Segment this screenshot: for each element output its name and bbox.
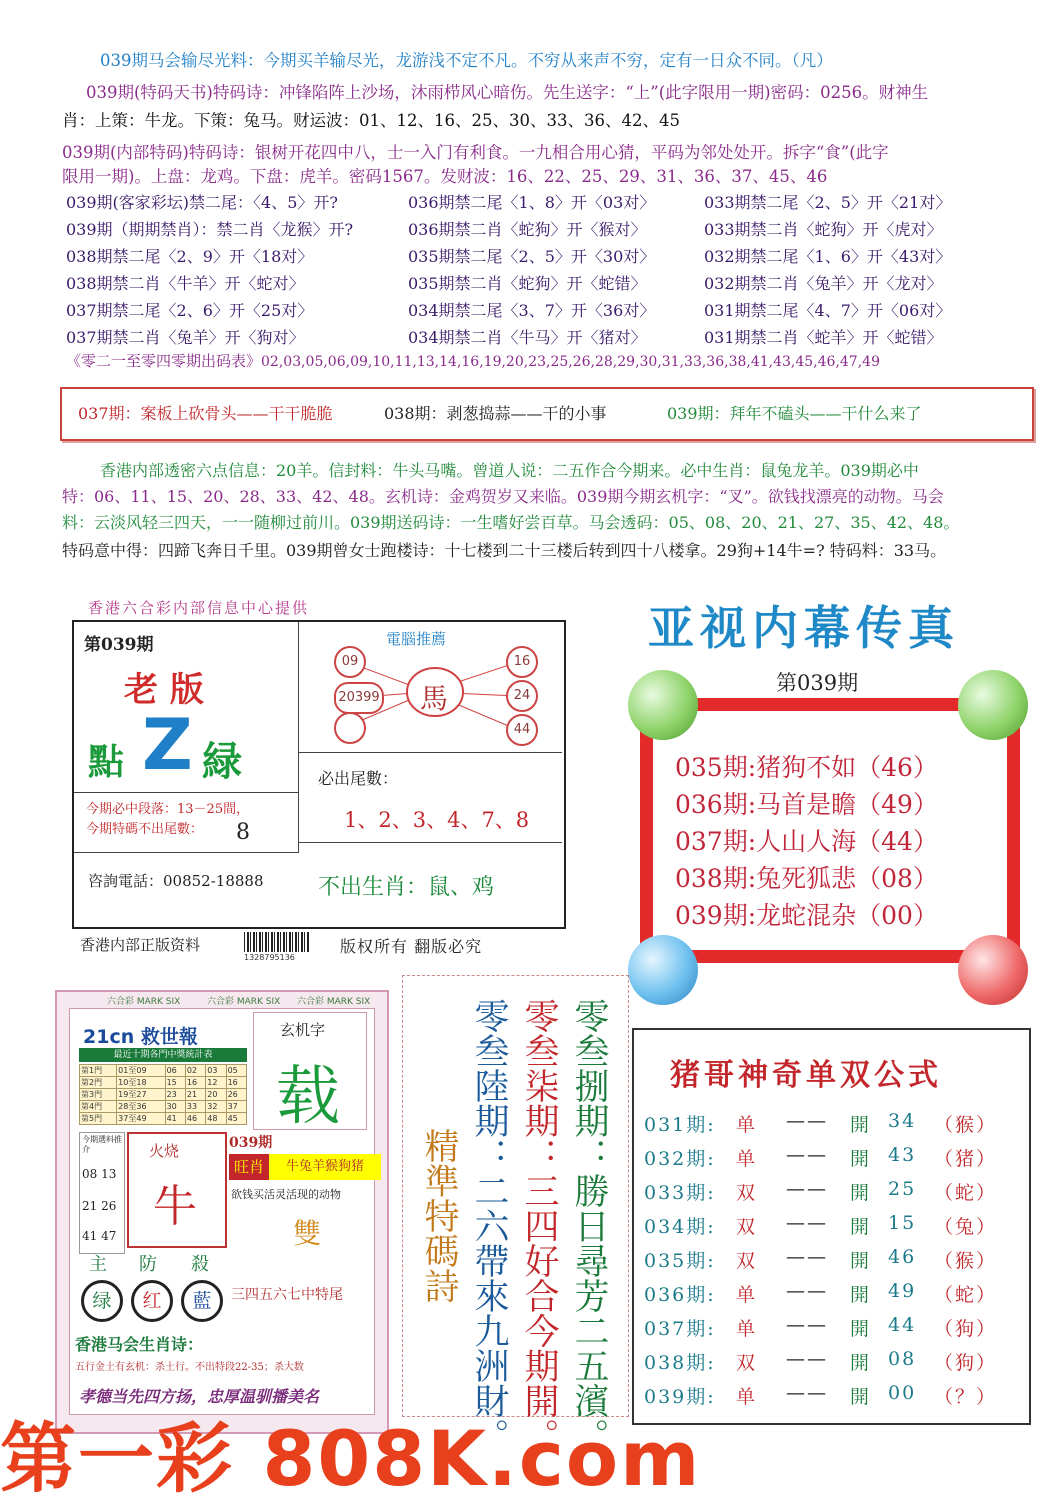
formula-open: 開 <box>850 1216 872 1238</box>
guard-kill: 殺 <box>191 1254 209 1275</box>
stats-row <box>80 1101 247 1113</box>
formula-animal: （蛇） <box>934 1182 998 1204</box>
formula-parity: 双 <box>736 1182 758 1204</box>
formula-issue: 031期: <box>644 1114 716 1136</box>
ball-24: 24 <box>506 680 538 712</box>
ball-44: 44 <box>506 714 538 746</box>
ball-09: 09 <box>334 646 366 678</box>
stats-cell: 46 <box>185 1113 205 1125</box>
poem-line-1: 五行金土有玄机：杀土行。不出特段22-35；杀大数 <box>75 1362 304 1373</box>
formula-num: 44 <box>888 1314 917 1336</box>
formula-dash: —— <box>786 1314 828 1336</box>
stats-cell: 12 <box>206 1077 226 1089</box>
fax-row-036: 036期:马首是瞻（49） <box>675 790 938 819</box>
left-cell-segment <box>74 792 299 853</box>
formula-open: 開 <box>850 1284 872 1306</box>
top-line-4: 039期(内部特码)特码诗：银树开花四中八，士一入门有利食。一九相合用心猜，平码为邻处处开。拆字“食”(此字 <box>62 143 889 162</box>
formula-animal: （狗） <box>934 1318 998 1340</box>
color-blue: 藍 <box>192 1290 212 1312</box>
phone-text: 咨詢電話：00852-18888 <box>88 872 264 890</box>
numbers-list: 02,03,05,06,09,10,11,13,14,16,19,20,23,25,26,28,29,30,31,33,36,38,41,43,45,46,47,49 <box>261 354 880 370</box>
ban-row: 033期禁二肖〈蛇狗〉开〈虎对〉 <box>704 220 943 239</box>
guard-main: 主 <box>89 1254 107 1275</box>
wang-value: 牛兔羊猴狗猪 <box>269 1154 381 1180</box>
formula-dash: —— <box>786 1348 828 1370</box>
old-version-label: 老 版 <box>124 670 204 710</box>
top-line-1: 039期马会输尽光料：今期买羊输尽光，龙游浅不定不凡。不穷从来声不穷，定有一日众不同。（凡） <box>100 51 833 70</box>
formula-parity: 单 <box>736 1284 758 1306</box>
stats-cell: 16 <box>185 1077 205 1089</box>
ban-row: 037期禁二肖〈兔羊〉开〈狗对〉 <box>66 328 305 347</box>
formula-open: 開 <box>850 1318 872 1340</box>
formula-num: 00 <box>888 1382 917 1404</box>
formula-issue: 039期: <box>644 1386 716 1408</box>
stats-cell: 03 <box>206 1065 226 1077</box>
footer-left-text: 香港内部正版资料 <box>80 936 201 954</box>
stats-cell: 45 <box>226 1113 246 1125</box>
mark-six-border-text-top: 六合彩 MARK SIX <box>107 997 181 1007</box>
ban-row: 036期禁二尾〈1、8〉开〈03对〉 <box>408 193 656 212</box>
issue-label: 第039期 <box>84 635 154 655</box>
saying-037: 037期：案板上砍骨头——干干脆脆 <box>78 404 333 423</box>
ball-16: 16 <box>506 646 538 678</box>
ox-box <box>127 1132 227 1248</box>
segment-text: 今期必中段落：13－25間， <box>86 802 250 817</box>
vertical-poem-037: 零叁柒期：三四好合今期開。 <box>519 998 559 1453</box>
fire-label: 火烧 <box>149 1142 180 1160</box>
ban-row: 032期禁二肖〈兔羊〉开〈龙对〉 <box>704 274 943 293</box>
stats-cell: 19至27 <box>117 1089 165 1101</box>
corner-ball-green-left <box>628 670 698 740</box>
formula-animal: （猪） <box>934 1148 998 1170</box>
hk-line-2: 特：06、11、15、20、28、33、42、48。玄机诗：金鸡贺岁又来临。039期今期玄机字：“叉”。欲钱找漂亮的动物。马会 <box>62 487 944 506</box>
ban-row: 035期禁二肖〈蛇狗〉开〈蛇错〉 <box>408 274 647 293</box>
asia-fax-issue: 第039期 <box>776 671 859 695</box>
stats-cell: 20 <box>206 1089 226 1101</box>
no-zodiac: 不出生肖：鼠、鸡 <box>318 875 495 900</box>
formula-num: 34 <box>888 1110 917 1132</box>
formula-dash: —— <box>786 1280 828 1302</box>
tail-label: 今期特碼不出尾數： <box>86 822 204 837</box>
ban-row: 031期禁二尾〈4、7〉开〈06对〉 <box>704 301 952 320</box>
stats-row <box>80 1089 247 1101</box>
formula-num: 46 <box>888 1246 917 1268</box>
color-green: 绿 <box>92 1290 112 1312</box>
top-line-2: 039期(特码天书)特码诗：冲锋陷阵上沙场，沐雨栉风心暗伤。先生送字：“上”(此字限用一期)密码：0256。财神生 <box>86 83 929 102</box>
ban-row: 038期禁二尾〈2、9〉开〈18对〉 <box>66 247 314 266</box>
ban-row: 031期禁二肖〈蛇羊〉开〈蛇错〉 <box>704 328 943 347</box>
sayings-box <box>60 387 1034 441</box>
stats-table <box>79 1064 247 1125</box>
rec-box <box>79 1132 125 1254</box>
formula-open: 開 <box>850 1114 872 1136</box>
footer-logo: 第一彩 808K.com <box>0 1414 702 1503</box>
hk-line-1: 香港内部透密六点信息：20羊。信封料：牛头马嘴。曾道人说：二五作合今期来。必中生肖：鼠兔龙羊。039期必中 <box>100 461 919 480</box>
mystery-char: 载 <box>276 1060 340 1134</box>
formula-parity: 双 <box>736 1250 758 1272</box>
fax-row-039: 039期:龙蛇混杂（00） <box>675 901 938 930</box>
stats-row <box>80 1065 247 1077</box>
stats-cell: 06 <box>165 1065 185 1077</box>
mystery-box <box>253 1012 367 1134</box>
mark-six-panel <box>55 990 389 1434</box>
formula-issue: 037期: <box>644 1318 716 1340</box>
formula-animal: （兔） <box>934 1216 998 1238</box>
must-tail-label: 必出尾數： <box>318 769 399 788</box>
rec-row-2: 21 26 <box>82 1199 117 1213</box>
barcode <box>244 932 310 952</box>
formula-parity: 单 <box>736 1148 758 1170</box>
formula-dash: —— <box>786 1382 828 1404</box>
stats-cell: 21 <box>185 1089 205 1101</box>
stats-cell: 28至36 <box>117 1101 165 1113</box>
ban-row: 039期(客家彩坛)禁二尾：〈4、5〉开? <box>66 193 338 212</box>
fax-row-035: 035期:猪狗不如（46） <box>675 753 938 782</box>
ban-row: 034期禁二尾〈3、7〉开〈36对〉 <box>408 301 656 320</box>
formula-title: 猪哥神奇单双公式 <box>670 1058 942 1093</box>
stats-cell: 37至49 <box>117 1113 165 1125</box>
must-tail-values: 1、2、3、4、7、8 <box>344 808 530 832</box>
dot-char: 點 <box>88 741 125 783</box>
corner-ball-blue <box>628 935 698 1005</box>
stats-cell: 10至18 <box>117 1077 165 1089</box>
left-panel <box>72 620 566 929</box>
color-red: 红 <box>142 1290 162 1312</box>
stats-cell: 16 <box>226 1077 246 1089</box>
mark-six-border-text-top-2: 六合彩 MARK SIX <box>207 997 281 1007</box>
formula-parity: 双 <box>736 1216 758 1238</box>
formula-issue: 036期: <box>644 1284 716 1306</box>
poem-title: 香港马会生肖诗： <box>75 1335 204 1354</box>
stats-cell: 30 <box>165 1101 185 1113</box>
left-cell-main <box>74 622 299 793</box>
formula-issue: 032期: <box>644 1148 716 1170</box>
stats-cell: 41 <box>165 1113 185 1125</box>
fax-row-037: 037期:人山人海（44） <box>675 827 938 856</box>
formula-open: 開 <box>850 1352 872 1374</box>
formula-open: 開 <box>850 1148 872 1170</box>
saying-038: 038期：剥葱捣蒜——干的小事 <box>384 404 607 423</box>
stats-table-body <box>80 1065 247 1125</box>
vertical-poem-036: 零叁陸期：二六帶來九洲財。 <box>469 998 509 1453</box>
fax-row-038: 038期:兔死狐悲（08） <box>675 864 938 893</box>
formula-animal: （猴） <box>934 1250 998 1272</box>
formula-dash: —— <box>786 1144 828 1166</box>
wang-label: 旺肖 <box>229 1154 269 1180</box>
asia-fax-title: 亚视内幕传真 <box>648 601 960 655</box>
ban-row: 036期禁二肖〈蛇狗〉开〈猴对〉 <box>408 220 647 239</box>
stats-cell: 第5門 <box>80 1113 117 1125</box>
rec-row-1: 08 13 <box>82 1167 117 1181</box>
corner-ball-red <box>958 935 1028 1005</box>
computer-cell <box>298 622 562 753</box>
numbers-title: 《零二一至零四零期出码表》 <box>66 352 262 370</box>
stats-cell: 02 <box>185 1065 205 1077</box>
mark-six-border-text-top-3: 六合彩 MARK SIX <box>297 997 371 1007</box>
stats-cell: 37 <box>226 1101 246 1113</box>
formula-animal: （蛇） <box>934 1284 998 1306</box>
stats-row <box>80 1113 247 1125</box>
formula-animal: （？） <box>934 1386 998 1408</box>
stats-cell: 33 <box>185 1101 205 1113</box>
vertical-poem-title: 精準特碼詩 <box>419 1128 459 1303</box>
stats-cell: 48 <box>206 1113 226 1125</box>
guard-defend: 防 <box>139 1254 157 1275</box>
green-char: 緑 <box>202 738 242 785</box>
paper-name: 21cn 救世報 <box>83 1026 198 1048</box>
barcode-number: 1328795136 <box>244 953 295 962</box>
formula-num: 43 <box>888 1144 917 1166</box>
ban-row: 037期禁二尾〈2、6〉开〈25对〉 <box>66 301 314 320</box>
stats-cell: 26 <box>226 1089 246 1101</box>
formula-num: 25 <box>888 1178 917 1200</box>
stats-cell: 第2門 <box>80 1077 117 1089</box>
ban-row: 034期禁二肖〈牛马〉开〈猪对〉 <box>408 328 647 347</box>
formula-open: 開 <box>850 1182 872 1204</box>
ball-blank <box>334 712 366 744</box>
color-green-circle <box>81 1280 123 1322</box>
formula-parity: 单 <box>736 1386 758 1408</box>
z-letter: Z <box>142 704 193 786</box>
stats-row <box>80 1077 247 1089</box>
formula-issue: 038期: <box>644 1352 716 1374</box>
formula-parity: 双 <box>736 1352 758 1374</box>
formula-parity: 单 <box>736 1318 758 1340</box>
vertical-poem-038: 零叁捌期：勝日尋芳二五濱。 <box>569 998 609 1453</box>
issue-tag: 039期 <box>229 1135 273 1151</box>
color-red-circle <box>131 1280 173 1322</box>
computer-title: 電腦推薦 <box>386 630 447 648</box>
left-panel-header: 香港六合彩内部信息中心提供 <box>88 599 310 617</box>
top-line-3: 肖：上策：牛龙。下策：兔马。财运波：01、12、16、25、30、33、36、42、45 <box>62 111 680 130</box>
ban-row: 039期（期期禁肖）：禁二肖〈龙猴〉开? <box>66 220 354 239</box>
stats-cell: 第4門 <box>80 1101 117 1113</box>
ban-row: 035期禁二尾〈2、5〉开〈30对〉 <box>408 247 656 266</box>
formula-open: 開 <box>850 1386 872 1408</box>
footer-right-text: 版权所有 翻版必究 <box>340 937 483 956</box>
formula-parity: 单 <box>736 1114 758 1136</box>
rec-row-3: 41 47 <box>82 1229 117 1243</box>
stats-cell: 第1門 <box>80 1065 117 1077</box>
hk-line-4: 特码意中得：四蹄飞奔日千里。039期曾女士跑楼诗：十七楼到二十三楼后转到四十八楼拿。29狗+14牛=? 特码料：33马。 <box>62 541 947 560</box>
horse-char: 馬 <box>420 682 449 715</box>
ox-char: 牛 <box>153 1181 197 1232</box>
formula-issue: 035期: <box>644 1250 716 1272</box>
desire-text: 欲钱买活灵活现的动物 <box>231 1188 341 1201</box>
tail-hint: 三四五六七中特尾 <box>231 1287 343 1303</box>
stats-cell: 01至09 <box>117 1065 165 1077</box>
color-blue-circle <box>181 1280 223 1322</box>
formula-num: 15 <box>888 1212 917 1234</box>
saying-039: 039期：拜年不磕头——干什么来了 <box>667 404 922 423</box>
stats-cell: 05 <box>226 1065 246 1077</box>
top-line-5: 限用一期)。上盘：龙鸡。下盘：虎羊。密码1567。发财波：16、22、25、29、31、36、37、45、46 <box>62 167 828 186</box>
poem-line-2: 孝德当先四方扬，忠厚温驯播美名 <box>79 1387 320 1406</box>
formula-animal: （猴） <box>934 1114 998 1136</box>
formula-dash: —— <box>786 1178 828 1200</box>
formula-issue: 034期: <box>644 1216 716 1238</box>
formula-dash: —— <box>786 1246 828 1268</box>
stats-cell: 第3門 <box>80 1089 117 1101</box>
ban-row: 038期禁二肖〈牛羊〉开〈蛇对〉 <box>66 274 305 293</box>
stats-cell: 23 <box>165 1089 185 1101</box>
formula-num: 49 <box>888 1280 917 1302</box>
ban-row: 032期禁二尾〈1、6〉开〈43对〉 <box>704 247 952 266</box>
tail-value: 8 <box>236 820 250 845</box>
ban-row: 033期禁二尾〈2、5〉开〈21对〉 <box>704 193 952 212</box>
formula-num: 08 <box>888 1348 917 1370</box>
hk-line-3: 料：云淡风轻三四天，一一随柳过前川。039期送码诗：一生嗜好尝百草。马会透码：05、08、20、21、27、35、42、48。 <box>62 513 960 532</box>
ball-20399: 20399 <box>334 682 384 714</box>
must-tail-cell <box>298 752 562 843</box>
pair-char: 雙 <box>293 1217 322 1250</box>
formula-open: 開 <box>850 1250 872 1272</box>
formula-dash: —— <box>786 1110 828 1132</box>
mystery-label: 玄机字 <box>280 1021 326 1039</box>
stats-cell: 15 <box>165 1077 185 1089</box>
rec-label: 今期選料推介 <box>82 1135 122 1154</box>
corner-ball-green-right <box>958 670 1028 740</box>
formula-animal: （狗） <box>934 1352 998 1374</box>
stats-cell: 32 <box>206 1101 226 1113</box>
numbers-line <box>66 350 880 371</box>
stats-table-title: 最近十期各門中獎統計表 <box>79 1048 247 1062</box>
formula-issue: 033期: <box>644 1182 716 1204</box>
formula-dash: —— <box>786 1212 828 1234</box>
